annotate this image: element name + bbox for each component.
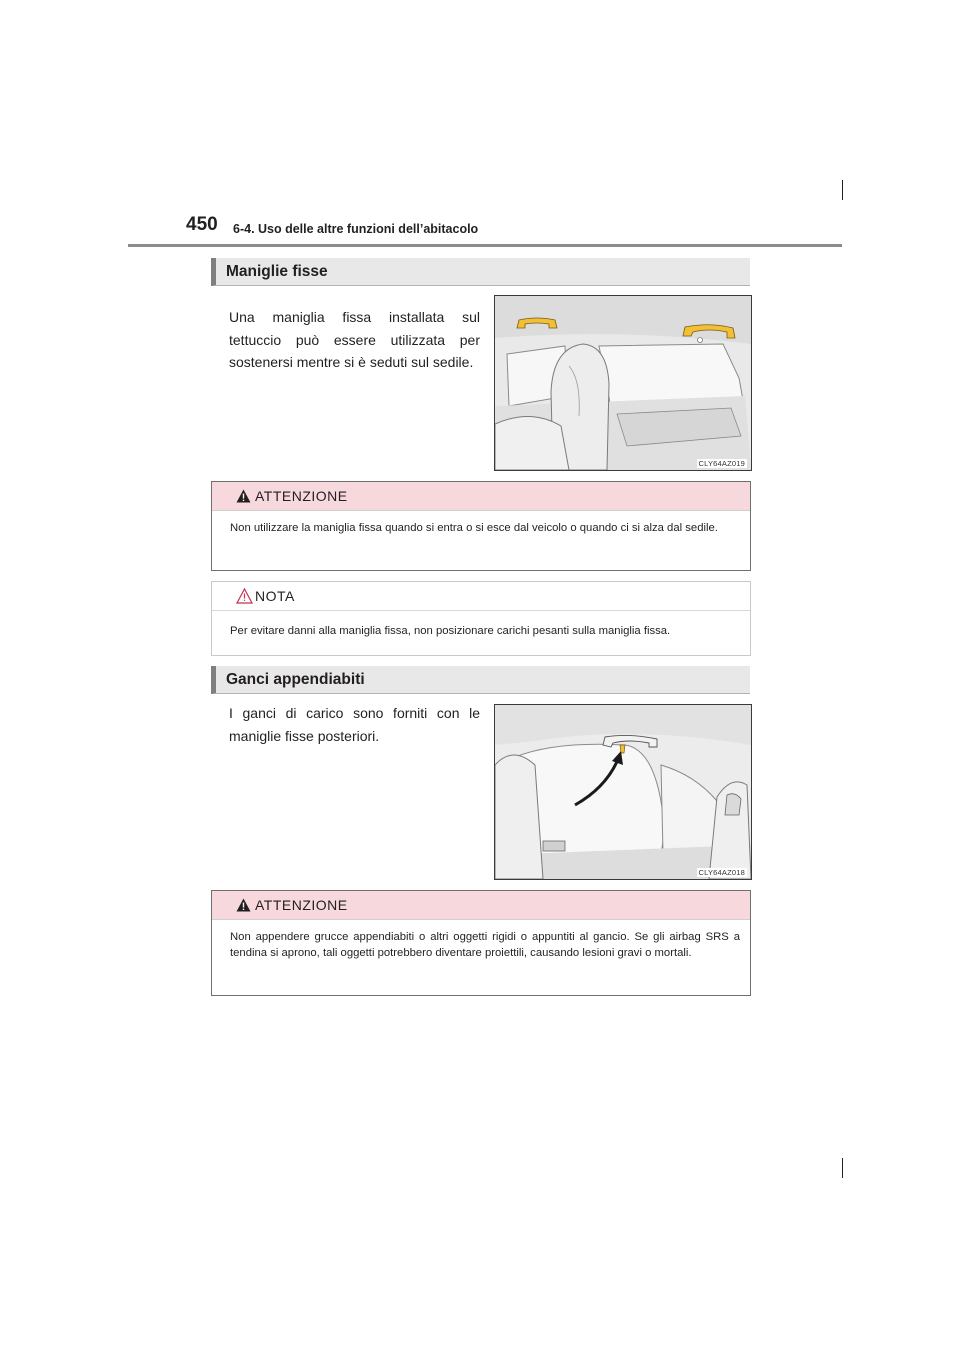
warning-title: ATTENZIONE bbox=[255, 488, 348, 504]
figure-code: CLY64AZ018 bbox=[698, 868, 745, 877]
crop-mark-top bbox=[842, 180, 843, 200]
warning-header bbox=[212, 482, 750, 511]
note-box bbox=[211, 581, 751, 656]
warning-header bbox=[212, 891, 750, 920]
warning-box-2 bbox=[211, 890, 751, 996]
warning-triangle-icon bbox=[236, 898, 251, 912]
fixed-handles-illustration bbox=[494, 295, 752, 471]
note-title: NOTA bbox=[255, 588, 295, 604]
section-title: Maniglie fisse bbox=[226, 263, 328, 280]
warning-text: Non utilizzare la maniglia fissa quando si entra o si esce dal veicolo o quando ci si alza dal sedile. bbox=[230, 522, 718, 534]
warning-text: Non appendere grucce appendiabiti o altri oggetti rigidi o appuntiti al gancio. Se gli airbag SRS a tendina si aprono, tali oggetti potrebbero diventare proiettili, causando lesioni gravi o mortali. bbox=[230, 931, 740, 959]
warning-title: ATTENZIONE bbox=[255, 897, 348, 913]
section-title: Ganci appendiabiti bbox=[226, 671, 365, 688]
coat-hooks-illustration bbox=[494, 704, 752, 880]
section-heading-coat-hooks bbox=[211, 666, 750, 694]
header-rule bbox=[128, 244, 842, 247]
section-reference: 6-4. Uso delle altre funzioni dell’abitacolo bbox=[233, 222, 479, 236]
warning-triangle-icon bbox=[236, 489, 251, 503]
section-heading-fixed-handles bbox=[211, 258, 750, 286]
fixed-handles-description: Una maniglia fissa installata sul tettuccio può essere utilizzata per sostenersi mentre si è seduti sul sedile. bbox=[229, 309, 480, 370]
caution-triangle-icon bbox=[236, 588, 253, 604]
coat-hooks-description: I ganci di carico sono forniti con le maniglie fisse posteriori. bbox=[229, 705, 480, 744]
figure-code: CLY64AZ019 bbox=[698, 459, 745, 468]
crop-mark-bottom bbox=[842, 1158, 843, 1178]
note-header bbox=[212, 582, 750, 611]
page-number: 450 bbox=[186, 214, 218, 235]
warning-box-1 bbox=[211, 481, 751, 571]
note-text: Per evitare danni alla maniglia fissa, non posizionare carichi pesanti sulla maniglia fissa. bbox=[230, 625, 671, 637]
